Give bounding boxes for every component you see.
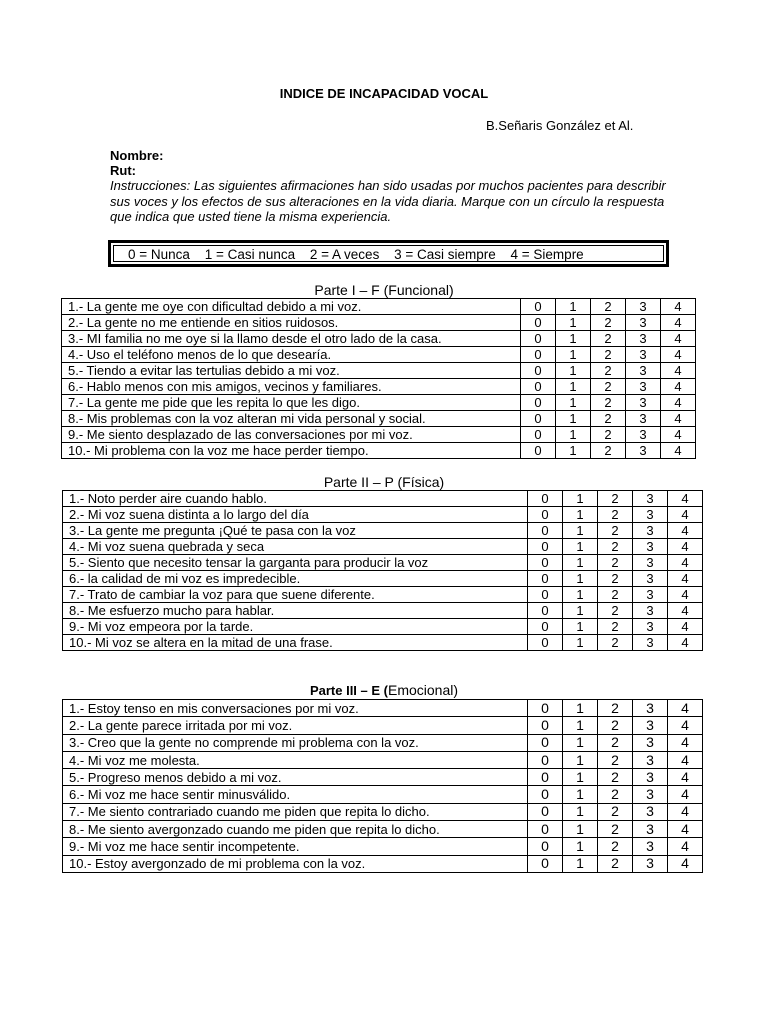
scale-option-0: 0 = Nunca: [128, 247, 190, 262]
answer-option-4[interactable]: 4: [668, 523, 703, 539]
answer-option-2[interactable]: 2: [598, 539, 633, 555]
part1-question-4: 4.- Uso el teléfono menos de lo que desearía.: [62, 347, 521, 363]
answer-option-4[interactable]: 4: [668, 786, 703, 803]
table-row: [62, 443, 696, 459]
answer-option-3[interactable]: 3: [633, 587, 668, 603]
rut-label: Rut:: [110, 163, 136, 178]
answer-option-4[interactable]: 4: [661, 411, 696, 427]
answer-option-1[interactable]: 1: [563, 507, 598, 523]
answer-option-4[interactable]: 4: [668, 491, 703, 507]
part2-question-1: 1.- Noto perder aire cuando hablo.: [63, 491, 528, 507]
answer-option-0[interactable]: 0: [521, 443, 556, 459]
answer-option-3[interactable]: 3: [633, 838, 668, 855]
answer-option-4[interactable]: 4: [661, 395, 696, 411]
answer-option-1[interactable]: 1: [556, 315, 591, 331]
part3-title: [0, 682, 768, 698]
answer-option-0[interactable]: 0: [521, 427, 556, 443]
answer-option-3[interactable]: 3: [633, 507, 668, 523]
answer-option-1[interactable]: 1: [556, 427, 591, 443]
answer-option-2[interactable]: 2: [598, 786, 633, 803]
answer-option-0[interactable]: 0: [528, 734, 563, 751]
rating-scale-legend: [108, 240, 669, 267]
part2-question-5: 5.- Siento que necesito tensar la garganta para producir la voz: [63, 555, 528, 571]
answer-option-4[interactable]: 4: [668, 751, 703, 768]
part2-question-9: 9.- Mi voz empeora por la tarde.: [63, 619, 528, 635]
answer-option-0[interactable]: 0: [521, 315, 556, 331]
answer-option-0[interactable]: 0: [528, 700, 563, 717]
answer-option-1[interactable]: 1: [563, 555, 598, 571]
part1-question-8: 8.- Mis problemas con la voz alteran mi vida personal y social.: [62, 411, 521, 427]
answer-option-2[interactable]: 2: [598, 717, 633, 734]
answer-option-1[interactable]: 1: [563, 571, 598, 587]
answer-option-2[interactable]: 2: [591, 363, 626, 379]
table-row: [63, 491, 703, 507]
table-row: [62, 299, 696, 315]
table-row: [63, 523, 703, 539]
table-row: [63, 539, 703, 555]
answer-option-2[interactable]: 2: [598, 555, 633, 571]
answer-option-0[interactable]: 0: [528, 507, 563, 523]
name-label: Nombre:: [110, 148, 164, 163]
answer-option-0[interactable]: 0: [521, 379, 556, 395]
answer-option-3[interactable]: 3: [633, 635, 668, 651]
answer-option-2[interactable]: 2: [598, 619, 633, 635]
document-author: B.Señaris González et Al.: [486, 118, 634, 133]
answer-option-0[interactable]: 0: [528, 587, 563, 603]
answer-option-2[interactable]: 2: [598, 803, 633, 820]
answer-option-3[interactable]: 3: [626, 379, 661, 395]
answer-option-3[interactable]: 3: [626, 443, 661, 459]
answer-option-4[interactable]: 4: [668, 700, 703, 717]
table-row: [62, 427, 696, 443]
answer-option-4[interactable]: 4: [668, 571, 703, 587]
answer-option-3[interactable]: 3: [633, 717, 668, 734]
part3-question-2: 2.- La gente parece irritada por mi voz.: [63, 717, 528, 734]
answer-option-4[interactable]: 4: [668, 838, 703, 855]
answer-option-4[interactable]: 4: [668, 734, 703, 751]
table-row: [62, 347, 696, 363]
answer-option-4[interactable]: 4: [661, 379, 696, 395]
answer-option-0[interactable]: 0: [521, 299, 556, 315]
answer-option-0[interactable]: 0: [528, 786, 563, 803]
answer-option-2[interactable]: 2: [598, 734, 633, 751]
part2-question-8: 8.- Me esfuerzo mucho para hablar.: [63, 603, 528, 619]
answer-option-0[interactable]: 0: [528, 803, 563, 820]
answer-option-3[interactable]: 3: [626, 315, 661, 331]
answer-option-1[interactable]: 1: [556, 299, 591, 315]
part3-title-bold: Parte III – E (: [309, 683, 388, 698]
part3-question-5: 5.- Progreso menos debido a mi voz.: [63, 769, 528, 786]
answer-option-0[interactable]: 0: [528, 821, 563, 838]
answer-option-0[interactable]: 0: [521, 363, 556, 379]
answer-option-1[interactable]: 1: [563, 803, 598, 820]
answer-option-3[interactable]: 3: [633, 751, 668, 768]
answer-option-1[interactable]: 1: [563, 539, 598, 555]
answer-option-4[interactable]: 4: [668, 539, 703, 555]
answer-option-4[interactable]: 4: [661, 315, 696, 331]
answer-option-3[interactable]: 3: [633, 539, 668, 555]
answer-option-3[interactable]: 3: [633, 571, 668, 587]
answer-option-1[interactable]: 1: [556, 395, 591, 411]
answer-option-4[interactable]: 4: [661, 443, 696, 459]
answer-option-4[interactable]: 4: [661, 427, 696, 443]
answer-option-0[interactable]: 0: [528, 491, 563, 507]
answer-option-1[interactable]: 1: [563, 635, 598, 651]
answer-option-2[interactable]: 2: [598, 700, 633, 717]
answer-option-1[interactable]: 1: [563, 734, 598, 751]
table-row: [63, 734, 703, 751]
answer-option-1[interactable]: 1: [563, 821, 598, 838]
part3-question-3: 3.- Creo que la gente no comprende mi problema con la voz.: [63, 734, 528, 751]
table-row: [62, 363, 696, 379]
part1-question-6: 6.- Hablo menos con mis amigos, vecinos y familiares.: [62, 379, 521, 395]
answer-option-4[interactable]: 4: [668, 603, 703, 619]
part3-question-10: 10.- Estoy avergonzado de mi problema con la voz.: [63, 855, 528, 872]
answer-option-0[interactable]: 0: [528, 571, 563, 587]
table-row: [63, 619, 703, 635]
answer-option-1[interactable]: 1: [563, 491, 598, 507]
table-row: [63, 717, 703, 734]
answer-option-1[interactable]: 1: [563, 619, 598, 635]
answer-option-2[interactable]: 2: [591, 331, 626, 347]
table-row: [63, 751, 703, 768]
answer-option-0[interactable]: 0: [521, 411, 556, 427]
answer-option-2[interactable]: 2: [598, 821, 633, 838]
answer-option-1[interactable]: 1: [556, 331, 591, 347]
answer-option-4[interactable]: 4: [668, 821, 703, 838]
table-row: [63, 803, 703, 820]
answer-option-0[interactable]: 0: [528, 523, 563, 539]
answer-option-1[interactable]: 1: [563, 855, 598, 872]
answer-option-4[interactable]: 4: [668, 587, 703, 603]
answer-option-1[interactable]: 1: [556, 443, 591, 459]
answer-option-0[interactable]: 0: [528, 769, 563, 786]
answer-option-3[interactable]: 3: [633, 523, 668, 539]
answer-option-3[interactable]: 3: [626, 427, 661, 443]
part2-question-4: 4.- Mi voz suena quebrada y seca: [63, 539, 528, 555]
part1-question-1: 1.- La gente me oye con dificultad debido a mi voz.: [62, 299, 521, 315]
answer-option-4[interactable]: 4: [668, 555, 703, 571]
answer-option-3[interactable]: 3: [633, 734, 668, 751]
part3-question-7: 7.- Me siento contrariado cuando me piden que repita lo dicho.: [63, 803, 528, 820]
part3-title-rest: Emocional): [388, 682, 459, 698]
answer-option-1[interactable]: 1: [556, 411, 591, 427]
answer-option-1[interactable]: 1: [556, 363, 591, 379]
table-row: [62, 411, 696, 427]
answer-option-3[interactable]: 3: [626, 299, 661, 315]
table-row: [62, 379, 696, 395]
part3-question-1: 1.- Estoy tenso en mis conversaciones por mi voz.: [63, 700, 528, 717]
answer-option-1[interactable]: 1: [556, 379, 591, 395]
part3-question-4: 4.- Mi voz me molesta.: [63, 751, 528, 768]
answer-option-1[interactable]: 1: [563, 603, 598, 619]
part2-question-10: 10.- Mi voz se altera en la mitad de una frase.: [63, 635, 528, 651]
table-row: [62, 395, 696, 411]
answer-option-4[interactable]: 4: [661, 299, 696, 315]
answer-option-2[interactable]: 2: [598, 855, 633, 872]
part2-table: [62, 490, 703, 651]
answer-option-0[interactable]: 0: [528, 539, 563, 555]
answer-option-1[interactable]: 1: [563, 751, 598, 768]
table-row: [63, 786, 703, 803]
answer-option-2[interactable]: 2: [598, 769, 633, 786]
answer-option-2[interactable]: 2: [598, 838, 633, 855]
scale-option-4: 4 = Siempre: [510, 247, 584, 262]
answer-option-0[interactable]: 0: [528, 717, 563, 734]
answer-option-4[interactable]: 4: [668, 507, 703, 523]
part1-question-5: 5.- Tiendo a evitar las tertulias debido a mi voz.: [62, 363, 521, 379]
answer-option-1[interactable]: 1: [563, 587, 598, 603]
part3-table: [62, 699, 703, 873]
answer-option-2[interactable]: 2: [591, 379, 626, 395]
part3-question-9: 9.- Mi voz me hace sentir incompetente.: [63, 838, 528, 855]
answer-option-3[interactable]: 3: [633, 821, 668, 838]
answer-option-0[interactable]: 0: [528, 855, 563, 872]
answer-option-0[interactable]: 0: [528, 751, 563, 768]
scale-option-1: 1 = Casi nunca: [204, 247, 296, 262]
answer-option-3[interactable]: 3: [626, 363, 661, 379]
answer-option-2[interactable]: 2: [591, 427, 626, 443]
part3-question-6: 6.- Mi voz me hace sentir minusválido.: [63, 786, 528, 803]
answer-option-2[interactable]: 2: [598, 523, 633, 539]
answer-option-0[interactable]: 0: [521, 347, 556, 363]
table-row: [63, 587, 703, 603]
answer-option-3[interactable]: 3: [633, 555, 668, 571]
answer-option-3[interactable]: 3: [633, 769, 668, 786]
table-row: [62, 331, 696, 347]
scale-option-2: 2 = A veces: [309, 247, 380, 262]
answer-option-2[interactable]: 2: [591, 299, 626, 315]
part1-question-3: 3.- MI familia no me oye si la llamo desde el otro lado de la casa.: [62, 331, 521, 347]
answer-option-4[interactable]: 4: [668, 635, 703, 651]
table-row: [63, 507, 703, 523]
answer-option-0[interactable]: 0: [528, 619, 563, 635]
part1-table: [61, 298, 696, 459]
answer-option-1[interactable]: 1: [563, 523, 598, 539]
answer-option-4[interactable]: 4: [668, 717, 703, 734]
table-row: [63, 555, 703, 571]
table-row: [63, 603, 703, 619]
answer-option-3[interactable]: 3: [633, 603, 668, 619]
part3-question-8: 8.- Me siento avergonzado cuando me piden que repita lo dicho.: [63, 821, 528, 838]
answer-option-3[interactable]: 3: [633, 803, 668, 820]
document-title: INDICE DE INCAPACIDAD VOCAL: [279, 86, 489, 101]
answer-option-2[interactable]: 2: [598, 491, 633, 507]
answer-option-3[interactable]: 3: [626, 411, 661, 427]
answer-option-4[interactable]: 4: [668, 769, 703, 786]
table-row: [63, 700, 703, 717]
part2-question-2: 2.- Mi voz suena distinta a lo largo del día: [63, 507, 528, 523]
table-row: [62, 315, 696, 331]
part2-title: Parte II – P (Física): [323, 474, 445, 490]
answer-option-3[interactable]: 3: [633, 700, 668, 717]
answer-option-0[interactable]: 0: [521, 395, 556, 411]
part2-question-3: 3.- La gente me pregunta ¡Qué te pasa con la voz: [63, 523, 528, 539]
table-row: [63, 769, 703, 786]
part2-question-6: 6.- la calidad de mi voz es impredecible.: [63, 571, 528, 587]
answer-option-2[interactable]: 2: [598, 635, 633, 651]
answer-option-3[interactable]: 3: [626, 347, 661, 363]
answer-option-1[interactable]: 1: [563, 700, 598, 717]
part2-question-7: 7.- Trato de cambiar la voz para que suene diferente.: [63, 587, 528, 603]
answer-option-1[interactable]: 1: [563, 786, 598, 803]
answer-option-0[interactable]: 0: [528, 555, 563, 571]
answer-option-4[interactable]: 4: [661, 331, 696, 347]
part1-question-10: 10.- Mi problema con la voz me hace perder tiempo.: [62, 443, 521, 459]
answer-option-2[interactable]: 2: [591, 443, 626, 459]
answer-option-0[interactable]: 0: [528, 603, 563, 619]
instructions-text: Instrucciones: Las siguientes afirmaciones han sido usadas por muchos pacientes para describir sus voces y los efectos de sus alteraciones en la vida diaria. Marque con un círculo la respuesta que indica que usted tiene la misma experiencia.: [110, 178, 666, 224]
answer-option-4[interactable]: 4: [668, 619, 703, 635]
answer-option-3[interactable]: 3: [633, 855, 668, 872]
answer-option-2[interactable]: 2: [598, 587, 633, 603]
answer-option-1[interactable]: 1: [563, 838, 598, 855]
answer-option-2[interactable]: 2: [598, 603, 633, 619]
answer-option-3[interactable]: 3: [633, 491, 668, 507]
answer-option-4[interactable]: 4: [668, 855, 703, 872]
answer-option-3[interactable]: 3: [626, 331, 661, 347]
part1-question-2: 2.- La gente no me entiende en sitios ruidosos.: [62, 315, 521, 331]
answer-option-1[interactable]: 1: [563, 769, 598, 786]
table-row: [63, 838, 703, 855]
part1-question-9: 9.- Me siento desplazado de las conversaciones por mi voz.: [62, 427, 521, 443]
answer-option-0[interactable]: 0: [528, 635, 563, 651]
table-row: [63, 821, 703, 838]
answer-option-4[interactable]: 4: [661, 363, 696, 379]
table-row: [63, 855, 703, 872]
answer-option-1[interactable]: 1: [563, 717, 598, 734]
answer-option-0[interactable]: 0: [528, 838, 563, 855]
answer-option-2[interactable]: 2: [598, 751, 633, 768]
answer-option-4[interactable]: 4: [661, 347, 696, 363]
answer-option-3[interactable]: 3: [633, 619, 668, 635]
answer-option-1[interactable]: 1: [556, 347, 591, 363]
answer-option-4[interactable]: 4: [668, 803, 703, 820]
answer-option-0[interactable]: 0: [521, 331, 556, 347]
scale-option-3: 3 = Casi siempre: [394, 247, 496, 262]
answer-option-2[interactable]: 2: [591, 395, 626, 411]
answer-option-3[interactable]: 3: [633, 786, 668, 803]
part1-title: Parte I – F (Funcional): [314, 282, 454, 298]
answer-option-2[interactable]: 2: [591, 347, 626, 363]
answer-option-2[interactable]: 2: [598, 571, 633, 587]
answer-option-3[interactable]: 3: [626, 395, 661, 411]
table-row: [63, 571, 703, 587]
answer-option-2[interactable]: 2: [591, 411, 626, 427]
table-row: [63, 635, 703, 651]
answer-option-2[interactable]: 2: [598, 507, 633, 523]
part1-question-7: 7.- La gente me pide que les repita lo que les digo.: [62, 395, 521, 411]
answer-option-2[interactable]: 2: [591, 315, 626, 331]
